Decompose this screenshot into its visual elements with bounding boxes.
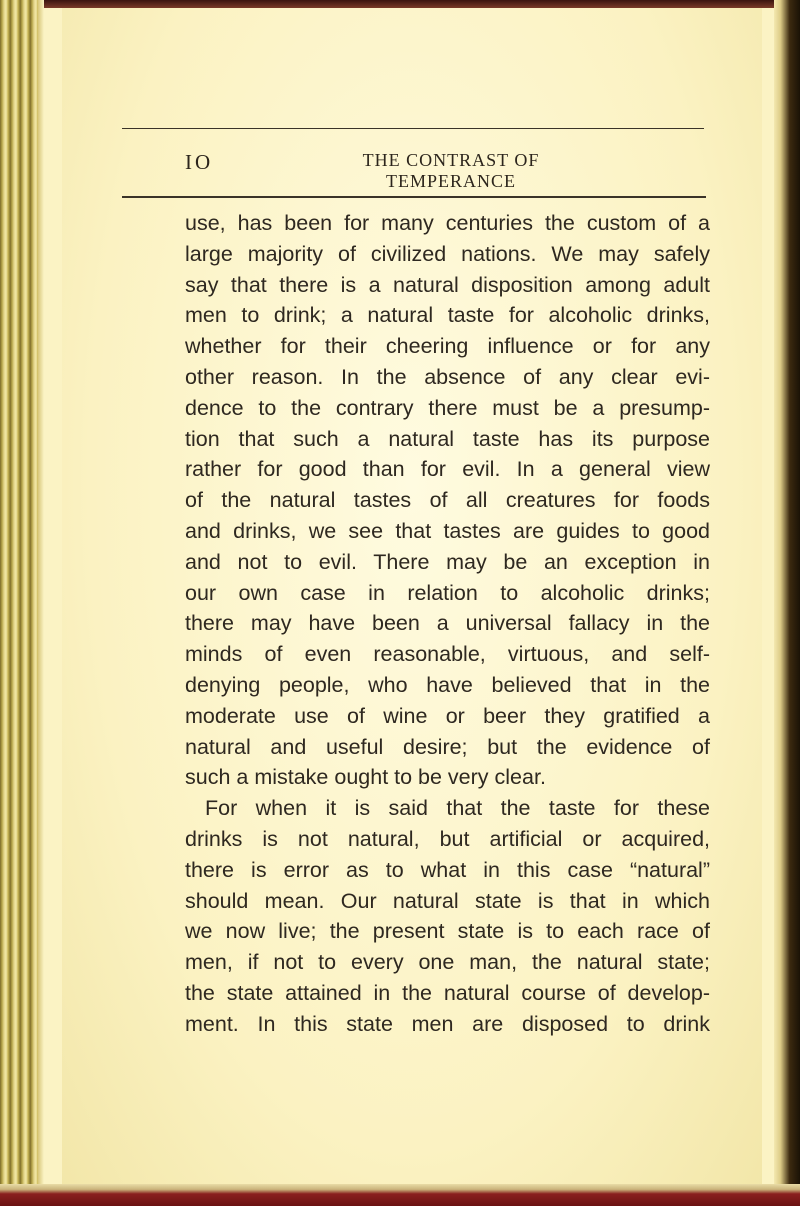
header-rule-bottom bbox=[122, 196, 706, 198]
text-line: large majority of civilized nations. We may safely bbox=[185, 241, 710, 266]
text-line: denying people, who have believed that in the bbox=[185, 672, 710, 697]
cover-bottom-edge bbox=[0, 1184, 800, 1206]
text-line: and drinks, we see that tastes are guides to good bbox=[185, 518, 710, 543]
text-line: drinks is not natural, but artificial or acquired, bbox=[185, 826, 710, 851]
text-line: we now live; the present state is to each race of bbox=[185, 919, 710, 944]
text-line: rather for good than for evil. In a general view bbox=[185, 457, 710, 482]
running-header bbox=[185, 150, 705, 191]
body-text bbox=[185, 208, 710, 1040]
text-line: men to drink; a natural taste for alcoholic drinks, bbox=[185, 303, 710, 328]
text-line: dence to the contrary there must be a presump- bbox=[185, 395, 710, 420]
binding-edge bbox=[774, 0, 800, 1206]
page-number: IO bbox=[185, 150, 214, 174]
text-line: ment. In this state men are disposed to drink bbox=[185, 1011, 710, 1036]
page-top-edge bbox=[0, 0, 800, 8]
text-line: men, if not to every one man, the natural state; bbox=[185, 950, 710, 975]
text-line: moderate use of wine or beer they gratified a bbox=[185, 703, 710, 728]
running-title: THE CONTRAST OF TEMPERANCE bbox=[362, 150, 540, 191]
text-line: say that there is a natural disposition among adult bbox=[185, 272, 710, 297]
text-line: there may have been a universal fallacy in the bbox=[185, 611, 710, 636]
text-line: of the natural tastes of all creatures for foods bbox=[185, 488, 710, 513]
text-line: whether for their cheering influence or for any bbox=[185, 334, 710, 359]
text-line: such a mistake ought to be very clear. bbox=[185, 765, 546, 790]
text-line: natural and useful desire; but the evidence of bbox=[185, 734, 710, 759]
text-line: For when it is said that the taste for these bbox=[205, 796, 710, 821]
text-line: minds of even reasonable, virtuous, and self- bbox=[185, 642, 710, 667]
text-line: and not to evil. There may be an exception in bbox=[185, 549, 710, 574]
text-line: the state attained in the natural course of develop- bbox=[185, 980, 710, 1005]
header-rule-top bbox=[122, 128, 704, 129]
text-line: other reason. In the absence of any clear evi- bbox=[185, 364, 710, 389]
text-line: there is error as to what in this case “natural” bbox=[185, 857, 710, 882]
text-line: should mean. Our natural state is that in which bbox=[185, 888, 710, 913]
text-line: use, has been for many centuries the custom of a bbox=[185, 211, 710, 235]
page-stack-edge bbox=[0, 0, 42, 1206]
text-line: our own case in relation to alcoholic drinks; bbox=[185, 580, 710, 605]
text-line: tion that such a natural taste has its purpose bbox=[185, 426, 710, 451]
